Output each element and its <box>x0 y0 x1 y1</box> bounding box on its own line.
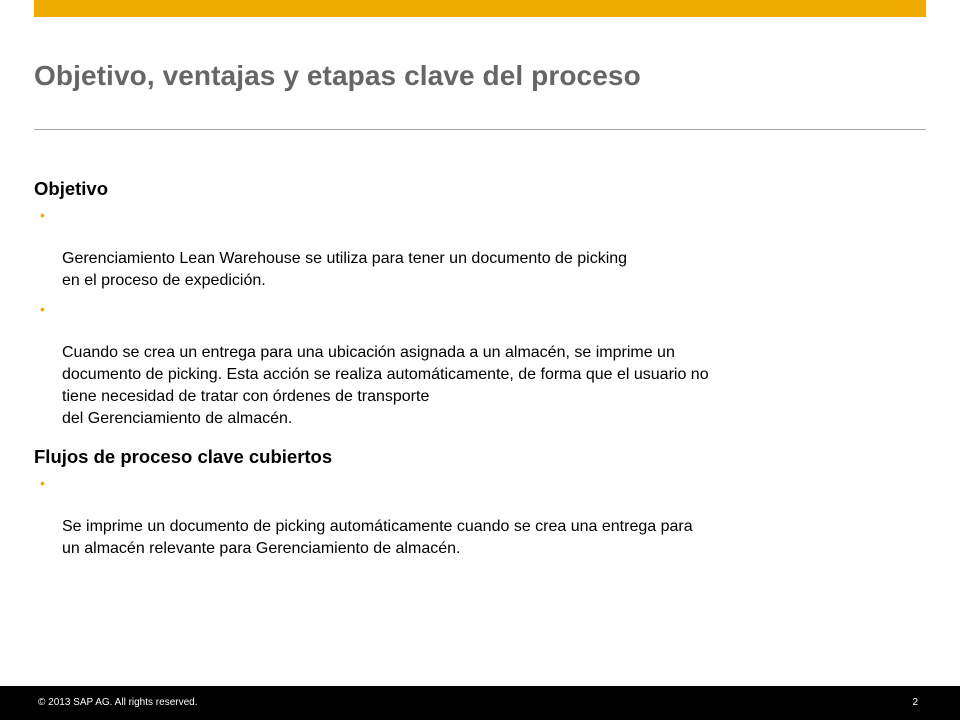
bullet-text: Se imprime un documento de picking automáticamente cuando se crea una entrega para un almacén relevante para Gerenciamiento de almacén. <box>62 518 693 557</box>
bullet-item <box>34 298 926 430</box>
bullet-item <box>34 472 926 560</box>
section-heading-objetivo: Objetivo <box>34 178 109 199</box>
bullet-icon: • <box>40 475 45 491</box>
bullet-text: Gerenciamiento Lean Warehouse se utiliza para tener un documento de picking en el proceso de expedición. <box>62 250 628 289</box>
bullet-icon: • <box>40 207 45 223</box>
bullet-list-flujos <box>34 472 926 560</box>
bullet-text: Cuando se crea un entrega para una ubicación asignada a un almacén, se imprime un documento de picking. Esta acción se realiza automáticamente, de forma que el usuario no tiene necesidad de tratar con órdenes de transporte del Gerenciamiento de almacén. <box>62 344 709 427</box>
top-accent-bar <box>34 0 926 17</box>
title-divider <box>34 129 926 130</box>
slide-title: Objetivo, ventajas y etapas clave del proceso <box>34 60 641 91</box>
bullet-list-objetivo <box>34 204 926 430</box>
slide-content <box>34 178 926 566</box>
bullet-icon: • <box>40 301 45 317</box>
page-number: 2 <box>912 697 918 708</box>
footer-copyright: © 2013 SAP AG. All rights reserved. <box>38 697 198 708</box>
bullet-item <box>34 204 926 292</box>
footer-bar <box>0 686 960 720</box>
section-heading-flujos: Flujos de proceso clave cubiertos <box>34 446 333 467</box>
